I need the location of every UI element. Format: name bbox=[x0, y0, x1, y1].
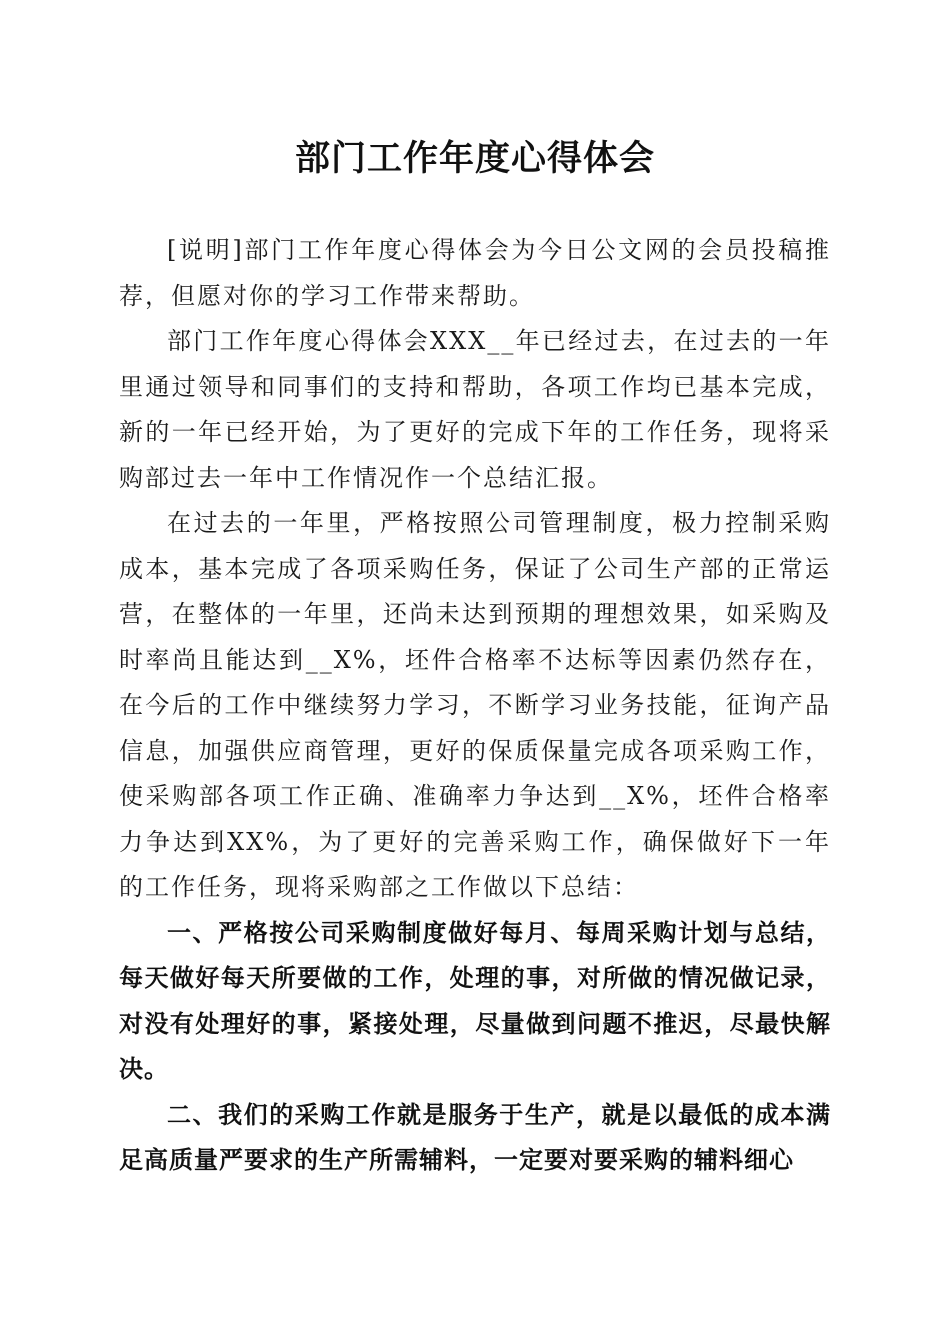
paragraph-review: 在过去的一年里，严格按照公司管理制度，极力控制采购成本，基本完成了各项采购任务，保证了公司生产部的正常运营，在整体的一年里，还尚未达到预期的理想效果，如采购及时率尚且能达到__X%，坯件合格率不达标等因素仍然存在，在今后的工作中继续努力学习，不断学习业务技能，征询产品信息，加强供应商管理，更好的保质保量完成各项采购工作，使采购部各项工作正确、准确率力争达到__X%，坯件合格率力争达到XX%，为了更好的完善采购工作，确保做好下一年的工作任务，现将采购部之工作做以下总结： bbox=[119, 509, 831, 901]
paragraph-point-two: 二、我们的采购工作就是服务于生产，就是以最低的成本满足高质量严要求的生产所需辅料，一定要对要采购的辅料细心 bbox=[119, 1100, 831, 1174]
paragraph-intro: 部门工作年度心得体会XXX__年已经过去，在过去的一年里通过领导和同事们的支持和帮助，各项工作均已基本完成，新的一年已经开始，为了更好的完成下年的工作任务，现将采购部过去一年中工作情况作一个总结汇报。 bbox=[119, 327, 831, 492]
document-body bbox=[119, 228, 831, 1184]
paragraph-note: [说明]部门工作年度心得体会为今日公文网的会员投稿推荐，但愿对你的学习工作带来帮助。 bbox=[119, 236, 831, 310]
paragraph-point-one: 一、严格按公司采购制度做好每月、每周采购计划与总结，每天做好每天所要做的工作，处理的事，对所做的情况做记录，对没有处理好的事，紧接处理，尽量做到问题不推迟，尽最快解决。 bbox=[119, 918, 831, 1083]
document-title: 部门工作年度心得体会 bbox=[294, 138, 655, 179]
